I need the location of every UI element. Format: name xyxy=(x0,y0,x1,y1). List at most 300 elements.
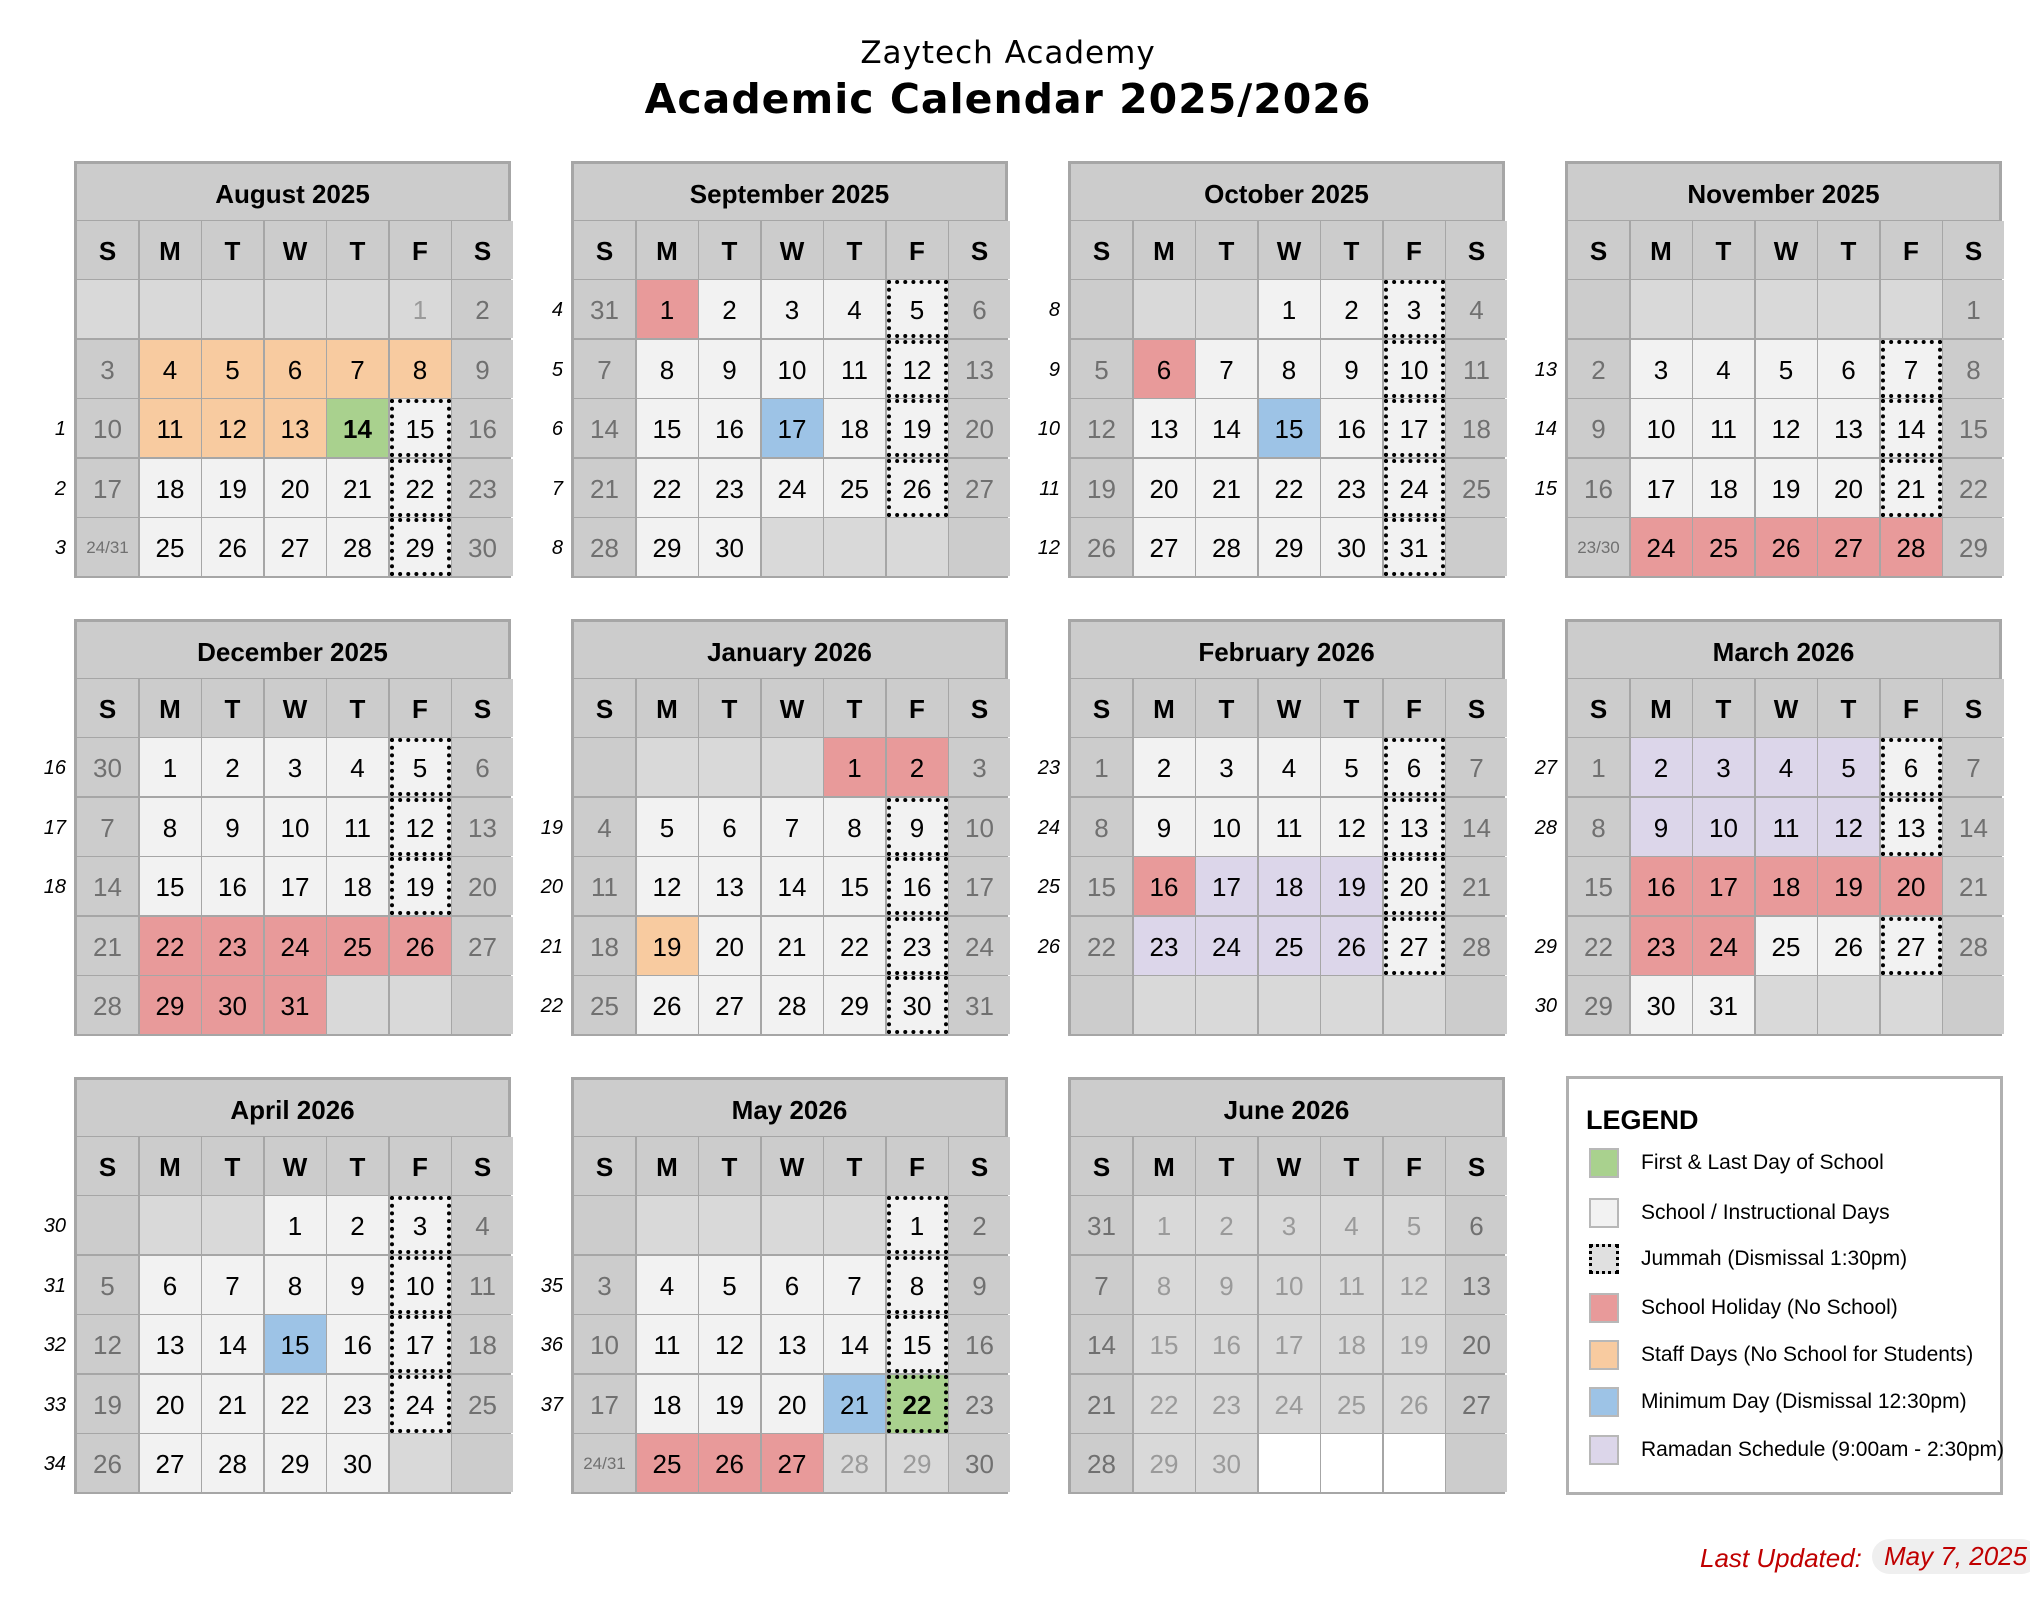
day-cell: 24 xyxy=(1631,518,1692,576)
day-cell: 30 xyxy=(1321,518,1382,576)
weekday-header: F xyxy=(1384,221,1445,279)
empty-day-cell xyxy=(1259,976,1320,1034)
week-number: 36 xyxy=(540,1334,563,1356)
day-cell: 11 xyxy=(1756,798,1817,856)
day-cell: 7 xyxy=(1446,738,1507,796)
week-number: 33 xyxy=(43,1393,66,1416)
day-cell: 18 xyxy=(824,399,885,457)
day-cell: 30 xyxy=(949,1434,1010,1492)
day-cell: 19 xyxy=(1756,459,1817,517)
empty-day-cell xyxy=(1631,280,1692,338)
day-cell: 27 xyxy=(949,459,1010,517)
day-cell: 15 xyxy=(390,399,451,457)
empty-day-cell xyxy=(574,1196,635,1254)
day-cell: 8 xyxy=(1071,798,1132,856)
day-cell: 26 xyxy=(699,1434,760,1492)
day-cell: 7 xyxy=(574,340,635,398)
calendar-title: Academic Calendar 2025/2026 xyxy=(644,75,1372,123)
week-number: 20 xyxy=(540,876,563,898)
day-cell: 4 xyxy=(452,1196,513,1254)
day-cell: 22 xyxy=(1259,459,1320,517)
day-cell: 12 xyxy=(699,1315,760,1373)
month-title: February 2026 xyxy=(1071,622,1502,678)
week-number: 21 xyxy=(540,935,563,958)
day-cell: 13 xyxy=(1384,798,1445,856)
day-cell: 22 xyxy=(824,917,885,975)
day-cell: 28 xyxy=(574,518,635,576)
week-number: 15 xyxy=(1534,477,1557,500)
weekday-header: M xyxy=(637,679,698,737)
day-cell: 13 xyxy=(1134,399,1195,457)
month-august-2025 xyxy=(74,161,511,578)
day-cell: 21 xyxy=(574,459,635,517)
weekday-header: S xyxy=(1568,679,1629,737)
day-cell: 17 xyxy=(1384,399,1445,457)
day-cell: 19 xyxy=(1071,459,1132,517)
weekday-header: T xyxy=(1818,679,1879,737)
day-cell: 13 xyxy=(1446,1256,1507,1314)
weekday-header: W xyxy=(265,1137,326,1195)
weekday-header: T xyxy=(327,221,388,279)
weekday-header: S xyxy=(452,1137,513,1195)
day-cell: 29 xyxy=(1259,518,1320,576)
empty-day-cell xyxy=(77,1196,138,1254)
weekday-header: S xyxy=(452,221,513,279)
empty-day-cell xyxy=(140,280,201,338)
legend-swatch xyxy=(1589,1435,1619,1465)
day-cell: 4 xyxy=(327,738,388,796)
day-cell: 7 xyxy=(1071,1256,1132,1314)
day-cell: 10 xyxy=(949,798,1010,856)
day-cell: 1 xyxy=(1568,738,1629,796)
weekday-header: T xyxy=(1818,221,1879,279)
empty-day-cell xyxy=(1756,976,1817,1034)
day-cell: 29 xyxy=(1134,1434,1195,1492)
weekday-header: M xyxy=(637,1137,698,1195)
day-cell: 10 xyxy=(1631,399,1692,457)
day-cell: 15 xyxy=(824,857,885,915)
day-cell: 27 xyxy=(1384,917,1445,975)
day-cell: 1 xyxy=(1134,1196,1195,1254)
day-cell: 4 xyxy=(574,798,635,856)
day-cell: 19 xyxy=(202,459,263,517)
day-cell: 2 xyxy=(1568,340,1629,398)
legend-swatch xyxy=(1589,1293,1619,1323)
day-cell: 15 xyxy=(1259,399,1320,457)
empty-day-cell xyxy=(1134,280,1195,338)
week-number xyxy=(527,1196,563,1254)
legend-label: School / Instructional Days xyxy=(1641,1201,1890,1224)
day-cell: 8 xyxy=(1568,798,1629,856)
empty-day-cell xyxy=(887,518,948,576)
day-cell: 19 xyxy=(77,1375,138,1433)
day-cell: 10 xyxy=(1196,798,1257,856)
day-cell: 1 xyxy=(637,280,698,338)
day-cell: 20 xyxy=(1881,857,1942,915)
day-cell: 7 xyxy=(202,1256,263,1314)
day-cell: 28 xyxy=(1881,518,1942,576)
day-cell: 17 xyxy=(390,1315,451,1373)
week-number xyxy=(527,1434,563,1492)
day-cell: 4 xyxy=(1321,1196,1382,1254)
day-cell: 24 xyxy=(265,917,326,975)
day-cell: 23 xyxy=(1631,917,1692,975)
day-cell: 17 xyxy=(77,459,138,517)
weekday-header: W xyxy=(1259,1137,1320,1195)
day-cell: 5 xyxy=(77,1256,138,1314)
weekday-header: W xyxy=(762,221,823,279)
week-number: 1 xyxy=(54,418,66,440)
day-cell: 2 xyxy=(327,1196,388,1254)
week-number: 26 xyxy=(1037,935,1060,958)
week-number xyxy=(1024,1256,1060,1314)
day-cell: 6 xyxy=(762,1256,823,1314)
day-cell: 9 xyxy=(1321,340,1382,398)
day-cell: 12 xyxy=(1321,798,1382,856)
weekday-header: S xyxy=(574,679,635,737)
day-cell: 13 xyxy=(140,1315,201,1373)
empty-day-cell xyxy=(1384,1434,1445,1492)
day-cell: 3 xyxy=(1631,340,1692,398)
weekday-header: T xyxy=(824,679,885,737)
day-cell: 1 xyxy=(824,738,885,796)
weekday-header: M xyxy=(1631,221,1692,279)
day-cell: 20 xyxy=(1134,459,1195,517)
day-cell: 19 xyxy=(887,399,948,457)
day-cell: 26 xyxy=(887,459,948,517)
day-cell: 12 xyxy=(202,399,263,457)
day-cell: 23 xyxy=(327,1375,388,1433)
day-cell: 9 xyxy=(452,340,513,398)
day-cell: 11 xyxy=(1321,1256,1382,1314)
day-cell: 27 xyxy=(1818,518,1879,576)
month-title: June 2026 xyxy=(1071,1080,1502,1136)
day-cell: 22 xyxy=(887,1375,948,1433)
day-cell: 14 xyxy=(1446,798,1507,856)
day-cell: 24 xyxy=(1384,459,1445,517)
day-cell: 21 xyxy=(77,917,138,975)
day-cell: 21 xyxy=(762,917,823,975)
month-january-2026 xyxy=(571,619,1008,1036)
day-cell: 25 xyxy=(574,976,635,1034)
week-number: 11 xyxy=(1039,477,1060,500)
day-cell: 12 xyxy=(77,1315,138,1373)
day-cell: 6 xyxy=(1446,1196,1507,1254)
day-cell: 11 xyxy=(1259,798,1320,856)
day-cell: 9 xyxy=(1134,798,1195,856)
day-cell: 5 xyxy=(1818,738,1879,796)
legend-label: First & Last Day of School xyxy=(1641,1151,1884,1174)
week-number xyxy=(30,340,66,398)
day-cell: 18 xyxy=(452,1315,513,1373)
day-cell: 23/30 xyxy=(1568,518,1629,576)
day-cell: 5 xyxy=(1071,340,1132,398)
day-cell: 15 xyxy=(1943,399,2004,457)
day-cell: 26 xyxy=(637,976,698,1034)
day-cell: 23 xyxy=(452,459,513,517)
day-cell: 22 xyxy=(637,459,698,517)
day-cell: 21 xyxy=(1196,459,1257,517)
day-cell: 29 xyxy=(1568,976,1629,1034)
day-cell: 18 xyxy=(1259,857,1320,915)
day-cell: 2 xyxy=(887,738,948,796)
day-cell: 7 xyxy=(327,340,388,398)
day-cell: 16 xyxy=(949,1315,1010,1373)
day-cell: 11 xyxy=(140,399,201,457)
day-cell: 29 xyxy=(887,1434,948,1492)
weekday-header: S xyxy=(949,221,1010,279)
legend-swatch xyxy=(1589,1244,1619,1274)
day-cell: 8 xyxy=(390,340,451,398)
day-cell: 23 xyxy=(949,1375,1010,1433)
day-cell: 26 xyxy=(202,518,263,576)
weekday-header: S xyxy=(574,1137,635,1195)
month-april-2026 xyxy=(74,1077,511,1494)
week-number: 30 xyxy=(43,1215,66,1237)
weekday-header: S xyxy=(1446,221,1507,279)
day-cell: 27 xyxy=(762,1434,823,1492)
weekday-header: M xyxy=(140,221,201,279)
weekday-header: S xyxy=(1446,1137,1507,1195)
week-number: 17 xyxy=(43,816,66,839)
day-cell: 16 xyxy=(1631,857,1692,915)
empty-day-cell xyxy=(1568,280,1629,338)
day-cell: 9 xyxy=(1196,1256,1257,1314)
month-may-2026 xyxy=(571,1077,1008,1494)
day-cell: 10 xyxy=(762,340,823,398)
day-cell: 24 xyxy=(1196,917,1257,975)
day-cell: 3 xyxy=(390,1196,451,1254)
day-cell: 29 xyxy=(1943,518,2004,576)
day-cell: 7 xyxy=(77,798,138,856)
day-cell: 24 xyxy=(949,917,1010,975)
day-cell: 12 xyxy=(1818,798,1879,856)
day-cell: 12 xyxy=(887,340,948,398)
day-cell: 16 xyxy=(1196,1315,1257,1373)
day-cell: 1 xyxy=(140,738,201,796)
weekday-header: T xyxy=(1693,679,1754,737)
day-cell: 30 xyxy=(1631,976,1692,1034)
weekday-header: W xyxy=(1756,679,1817,737)
day-cell: 28 xyxy=(202,1434,263,1492)
empty-day-cell xyxy=(1259,1434,1320,1492)
weekday-header: W xyxy=(1259,679,1320,737)
empty-day-cell xyxy=(140,1196,201,1254)
day-cell: 11 xyxy=(327,798,388,856)
day-cell: 9 xyxy=(699,340,760,398)
day-cell: 15 xyxy=(1071,857,1132,915)
empty-day-cell xyxy=(77,280,138,338)
week-number: 5 xyxy=(551,358,563,381)
day-cell: 19 xyxy=(699,1375,760,1433)
weekday-header: M xyxy=(1134,679,1195,737)
day-cell: 20 xyxy=(699,917,760,975)
empty-day-cell xyxy=(327,976,388,1034)
day-cell: 28 xyxy=(1196,518,1257,576)
empty-day-cell xyxy=(1321,976,1382,1034)
empty-day-cell xyxy=(1881,280,1942,338)
month-title: March 2026 xyxy=(1568,622,1999,678)
day-cell: 20 xyxy=(452,857,513,915)
empty-day-cell xyxy=(1321,1434,1382,1492)
day-cell: 4 xyxy=(824,280,885,338)
day-cell: 26 xyxy=(390,917,451,975)
day-cell: 14 xyxy=(824,1315,885,1373)
weekday-header: S xyxy=(1568,221,1629,279)
month-title: October 2025 xyxy=(1071,164,1502,220)
day-cell: 26 xyxy=(1818,917,1879,975)
empty-day-cell xyxy=(1071,280,1132,338)
day-cell: 20 xyxy=(1818,459,1879,517)
day-cell: 6 xyxy=(1134,340,1195,398)
day-cell: 31 xyxy=(574,280,635,338)
day-cell: 3 xyxy=(1384,280,1445,338)
day-cell: 19 xyxy=(1321,857,1382,915)
day-cell: 18 xyxy=(1446,399,1507,457)
day-cell: 2 xyxy=(1134,738,1195,796)
day-cell: 16 xyxy=(1321,399,1382,457)
week-number: 23 xyxy=(1037,757,1060,779)
week-number: 29 xyxy=(1534,935,1557,958)
day-cell: 18 xyxy=(1693,459,1754,517)
week-number xyxy=(1024,1196,1060,1254)
weekday-header: F xyxy=(390,1137,451,1195)
empty-day-cell xyxy=(949,518,1010,576)
day-cell: 16 xyxy=(1568,459,1629,517)
legend-title: LEGEND xyxy=(1586,1105,1699,1135)
day-cell: 25 xyxy=(1693,518,1754,576)
day-cell: 18 xyxy=(1756,857,1817,915)
day-cell: 30 xyxy=(77,738,138,796)
empty-day-cell xyxy=(265,280,326,338)
day-cell: 14 xyxy=(1943,798,2004,856)
weekday-header: T xyxy=(699,221,760,279)
week-number: 2 xyxy=(54,477,66,500)
day-cell: 19 xyxy=(390,857,451,915)
day-cell: 18 xyxy=(637,1375,698,1433)
day-cell: 31 xyxy=(265,976,326,1034)
empty-day-cell xyxy=(1693,280,1754,338)
day-cell: 25 xyxy=(1446,459,1507,517)
day-cell: 31 xyxy=(1693,976,1754,1034)
week-number: 32 xyxy=(43,1334,66,1356)
weekday-header: T xyxy=(327,679,388,737)
week-number: 4 xyxy=(551,299,563,321)
day-cell: 21 xyxy=(1881,459,1942,517)
day-cell: 19 xyxy=(1818,857,1879,915)
day-cell: 23 xyxy=(887,917,948,975)
day-cell: 31 xyxy=(1384,518,1445,576)
day-cell: 5 xyxy=(1756,340,1817,398)
day-cell: 9 xyxy=(949,1256,1010,1314)
weekday-header: S xyxy=(1071,221,1132,279)
legend-label: Staff Days (No School for Students) xyxy=(1641,1343,1974,1366)
day-cell: 25 xyxy=(452,1375,513,1433)
day-cell: 15 xyxy=(1568,857,1629,915)
legend-swatch xyxy=(1589,1387,1619,1417)
week-number: 3 xyxy=(54,537,66,559)
day-cell: 14 xyxy=(574,399,635,457)
day-cell: 14 xyxy=(1196,399,1257,457)
day-cell: 3 xyxy=(762,280,823,338)
weekday-header: T xyxy=(202,1137,263,1195)
day-cell: 9 xyxy=(1568,399,1629,457)
day-cell: 30 xyxy=(327,1434,388,1492)
weekday-header: W xyxy=(265,679,326,737)
day-cell: 29 xyxy=(390,518,451,576)
weekday-header: M xyxy=(1631,679,1692,737)
day-cell: 26 xyxy=(1321,917,1382,975)
empty-day-cell xyxy=(1446,1434,1507,1492)
day-cell: 3 xyxy=(265,738,326,796)
week-number: 18 xyxy=(43,876,66,898)
weekday-header: T xyxy=(1196,679,1257,737)
weekday-header: F xyxy=(887,1137,948,1195)
day-cell: 27 xyxy=(265,518,326,576)
empty-day-cell xyxy=(762,518,823,576)
day-cell: 11 xyxy=(1446,340,1507,398)
day-cell: 26 xyxy=(1384,1375,1445,1433)
weekday-header: T xyxy=(699,1137,760,1195)
day-cell: 19 xyxy=(1384,1315,1445,1373)
day-cell: 6 xyxy=(265,340,326,398)
empty-day-cell xyxy=(637,1196,698,1254)
day-cell: 13 xyxy=(949,340,1010,398)
empty-day-cell xyxy=(390,976,451,1034)
day-cell: 22 xyxy=(1134,1375,1195,1433)
day-cell: 4 xyxy=(1756,738,1817,796)
day-cell: 2 xyxy=(699,280,760,338)
weekday-header: S xyxy=(1071,1137,1132,1195)
day-cell: 9 xyxy=(202,798,263,856)
day-cell: 23 xyxy=(1321,459,1382,517)
month-title: August 2025 xyxy=(77,164,508,220)
month-october-2025 xyxy=(1068,161,1505,578)
day-cell: 26 xyxy=(1756,518,1817,576)
week-number xyxy=(527,738,563,796)
month-title: December 2025 xyxy=(77,622,508,678)
day-cell: 16 xyxy=(327,1315,388,1373)
empty-day-cell xyxy=(1818,976,1879,1034)
day-cell: 17 xyxy=(1259,1315,1320,1373)
last-updated-date: May 7, 2025 xyxy=(1872,1539,2030,1574)
day-cell: 21 xyxy=(1446,857,1507,915)
weekday-header: T xyxy=(1196,1137,1257,1195)
empty-day-cell xyxy=(1446,518,1507,576)
week-number xyxy=(30,917,66,975)
day-cell: 11 xyxy=(1693,399,1754,457)
day-cell: 29 xyxy=(637,518,698,576)
weekday-header: W xyxy=(762,1137,823,1195)
day-cell: 10 xyxy=(1693,798,1754,856)
school-name: Zaytech Academy xyxy=(860,35,1156,71)
day-cell: 22 xyxy=(140,917,201,975)
day-cell: 10 xyxy=(1384,340,1445,398)
day-cell: 11 xyxy=(824,340,885,398)
week-number xyxy=(1024,1315,1060,1373)
day-cell: 8 xyxy=(1259,340,1320,398)
day-cell: 4 xyxy=(637,1256,698,1314)
day-cell: 23 xyxy=(1134,917,1195,975)
day-cell: 11 xyxy=(452,1256,513,1314)
day-cell: 13 xyxy=(1818,399,1879,457)
empty-day-cell xyxy=(762,1196,823,1254)
week-number: 12 xyxy=(1037,537,1060,559)
day-cell: 5 xyxy=(390,738,451,796)
weekday-header: W xyxy=(762,679,823,737)
day-cell: 13 xyxy=(699,857,760,915)
weekday-header: F xyxy=(390,221,451,279)
